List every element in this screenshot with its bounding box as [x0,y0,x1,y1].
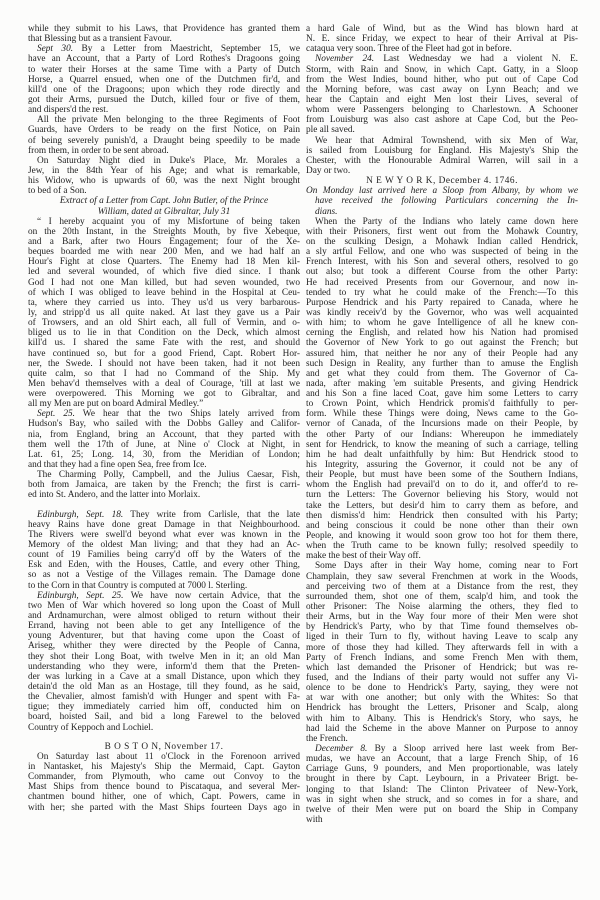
text-line: to bed of a Son. [28,186,87,197]
text-line: Chester, with the Honourable Admiral Warren, will sail in a [306,155,578,166]
text-line: Country of Keppoch and Lochiel. [28,722,154,733]
text-line: the Governor of New York to go out against the French; but [306,338,578,349]
dateline: Edinburgh, Sept. 18. [37,509,124,520]
article-paragraph [28,752,300,813]
article-paragraph [28,510,300,591]
text-line: “ I hereby acquaint you of my Misfortune of being taken [37,216,300,227]
text-line: on the 20th Instant, in the Streights Mouth, by five Xebeque, [28,226,300,237]
text-line: of which I was obliged to leave behind in the Hospital at Ceu- [28,287,300,298]
text-line: a hard Gale of Wind, but as the Wind has blown hard at [306,24,578,34]
text-line: Hendrick has brought the Letters, Prisoner and Scalp, along [306,703,578,714]
line-text: We hear that the two Ships lately arrived from [74,409,300,420]
text-line: their Arms, but in the Way four more of their Men were shot [306,612,578,623]
text-line: board, hoisted Sail, and bid a long Farewel to the beloved [28,712,300,723]
text-line: and a Bark, after two Hours Engagement; four of the Xe- [28,236,300,247]
text-line: him he had dealt unfaithfully by him: But Hendrick stood to [306,449,578,460]
text-line: their People, but must have been some of the Southern Indians, [306,470,578,481]
text-line: a sly artful Fellow, and one who was suspected of being in the [306,247,578,258]
text-line: and that they had a fine open Sea, free from Ice. [28,460,207,471]
text-line: young Adventurer, but that having come upon the Coast of [28,631,300,642]
text-line: was in sight when she struck, and so comes in for a share, and [306,794,578,805]
dateline: November 24. [315,54,375,65]
text-line: so as not a Vestige of the Villages remain. The Damage done [28,570,300,581]
text-line: nia, from England, bring an Account, that they parted with [28,429,300,440]
text-line: Storm, with Rain and Snow, in which Capt. Gatty, in a Sloop [306,64,578,75]
text-line: William, dated at Gibraltar, July 31 [97,206,231,217]
text-line: of Trowsers, and an old Shirt each, all full of Vermin, and o- [28,318,300,329]
article-paragraph [28,44,300,115]
text-line: and perceiving two of them at a Distance from the rest, they [306,581,578,592]
text-line: that Blessing but as a transient Favour. [28,34,172,45]
text-line: of being severely punish'd, a Draught being speedily to be made [28,135,300,146]
text-line: and dispers'd the rest. [28,105,109,116]
text-line: Errand, having not been able to get any Intelligence of the [28,621,300,632]
text-line: When the Party of the Indians who lately came down here [315,216,578,227]
text-line: the other Party of our Indians: Whereupon he immediately [306,429,578,440]
text-line: by Hendrick's Party, who by that Time found themselves ob- [306,622,578,633]
text-line: led and several wounded, of which five died since. I thank [28,267,300,278]
text-line: turn the Letters: The Governor believing his Story, would not [306,490,578,501]
text-line: On Monday last arrived here a Sloop from Albany, by whom we [306,186,578,197]
text-line: have received the following Particulars concerning the In- [315,196,578,207]
text-line: have continued so, but for a good Friend, Capt. Robert Hor- [28,348,300,359]
text-line: Memory of the oldest Man living; and that they had an Ac- [28,540,300,551]
article-heading [28,742,300,752]
text-line: Esk and Eden, with the Houses, Cattle, and every other Thing, [28,560,300,571]
text-line: dians. [315,206,338,217]
text-line: and get what they could from them. The Governor of Ca- [306,368,578,379]
text-line: sent for Hendrick, to know the meaning of such a carriage, telling [306,439,578,450]
text-line: to Crown Point, which Hendrick promis'd faithfully to per- [306,399,578,410]
text-line: take the Letters, but desir'd him to carry them as before, and [306,500,578,511]
article-paragraph [28,156,300,197]
text-line: the French. [306,733,348,744]
text-line: The Charming Polly, Campbell, and the Julius Caesar, Fish, [37,470,300,481]
text-line: kill'd one of the Dragoons; upon which they rode directly and [28,84,300,95]
article-paragraph [28,217,300,410]
text-line: Jew, in the 84th Year of his Age; and what is remarkable, [28,165,300,176]
text-line: N. E. since Friday, we expect to hear of their Arrival at Pis- [306,34,578,45]
dateline: Sept. 25. [37,409,75,420]
text-line: liged in their Turn to fly, without having Leave to scalp any [306,632,578,643]
text-line: God I had not one Man killed, but had seven wounded, two [28,277,300,288]
text-line: mudas, we have an Account, that a large French Ship, of 16 [306,754,578,765]
text-line: all my Men are put on board Admiral Medley.” [28,399,204,410]
text-line: On Saturday Night died in Duke's Place, Mr. Morales a [37,155,300,166]
text-line: from the West Indies, bound hither, who put out of Cape Cod [306,74,578,85]
text-line: The Rivers were swell'd beyond what ever was known in the [28,529,300,540]
text-line: Purpose Hendrick and his Party repaired to Canada, where he [306,297,578,308]
text-line: Hudson's Bay, who sailed with the Dobbs Galley and Califor- [28,419,300,430]
text-line: from Louisburg was also cast ashore at Cape Cod, but the Peo- [306,115,578,126]
line-text: We have now certain Advice, that the [123,590,300,601]
text-line: were overpowered. This Morning we got to Gibraltar, and [28,389,300,400]
text-line: bliged us to lie in that Condition on the Deck, which almost [28,328,300,339]
text-line: then dismiss'd him: Hendrick then consulted with his Party; [306,510,578,521]
article-paragraph [28,115,300,156]
text-line: Carriage Guns, 9 pounders, and Men proportionable, was lately [306,764,578,775]
text-line: twelve of their Men were put on board the Ship in Company [306,804,578,815]
text-line: with their Prisoners, first went out from the Mohawk Country, [306,226,578,237]
text-line: People, and knowing it would soon grow too hot for them there, [306,531,578,542]
article-paragraph [306,217,578,562]
text-line [28,409,300,419]
text-line: assured him, that neither he nor any of their People had any [306,348,578,359]
line-text: By a Letter from Maestricht, September 15, we [73,44,301,55]
text-line: kill'd us. I shared the same Fate with the rest, and should [28,338,300,349]
text-line: in Nantasket, his Majesty's Ship the Mermaid, Capt. Gayton [28,761,300,772]
text-line: with him; to whom he gave Intelligence of all he knew con- [306,318,578,329]
text-line: fused, and the Indians of their party would not suffer any Vi- [306,673,578,683]
text-line: Ariseg, whither they were directed by the People of Canna, [28,641,300,652]
text-line: tigue; they immediately carried him off, conducted him on [28,702,300,713]
line-text: Last Wednesday we had a violent N. E. [374,54,578,65]
text-line [306,54,578,64]
text-line: He had received Presents from our Governour, and now in- [306,277,578,288]
text-line: ed into St. Andero, and the latter into Morlaix. [28,490,201,501]
text-line: Horse, a Quarrel ensued, when one of the Dutchmen fir'd, and [28,74,300,85]
text-line: brought in there by Capt. Leybourn, in a Privateer Brigt. be- [306,774,578,785]
line-text: By a Sloop arrived here last week from Ber- [367,743,578,754]
text-line: got their Arms, pursued the Dutch, killed four or five of them, [28,94,300,105]
text-line: the Morning before, was cast away on Lynn Beach; and we [306,84,578,95]
text-line: chantmen bound hither, one of which, Capt. Powers, came in [28,792,300,803]
text-line: der was lurking in a Cave at a small Distance, upon which they [28,671,300,682]
text-line: N E W Y O R K, December 4. 1746. [366,176,518,187]
text-line: Party of French Indians, and some French Men with them, [306,652,578,663]
text-line: whom the English had prevail'd on to do it, and offer'd to re- [306,480,578,491]
text-line: his Widow, who is upwards of 60, was the next Night brought [28,176,300,187]
section-gap [28,733,300,742]
text-line: from them, in order to be sent abroad. [28,145,169,156]
article-heading [28,196,300,216]
text-line: at war with one another; but only with the Whites: So that [306,693,578,704]
text-line: heavy Rains have done great Damage in that Neighbourhood. [28,519,300,530]
dateline: Edinburgh, Sept. 25. [37,590,124,601]
text-line: with him to Albany. This is Hendrick's Story, who says, he [306,713,578,724]
text-line: Some Days after in their Way home, coming near to Fort [315,561,578,572]
text-line [28,510,300,520]
text-line: the Chevalier, almost famish'd with Hunger and spent with Fa- [28,692,300,703]
text-line: cataqua very soon. Three of the Fleet had got in before. [306,44,512,55]
text-line: two Men of War which hovered so long upon the Coast of Mull [28,600,300,611]
text-line: them well the 17th of June, at Nine o' Clock at Night, in [28,439,300,450]
dateline: Sept 30. [37,44,74,55]
text-line: such Design in Reality, any further than to amuse the English [306,358,578,369]
text-line: when the Truth came to be known fully; resolved speedily to [306,541,578,552]
article-paragraph [28,591,300,733]
article-heading [306,176,578,186]
text-line: olence to be done to Hendrick's Party, saying, they were not [306,683,578,694]
text-line: Hour's Fight at close Quarters. The Enemy had 18 Men kil- [28,257,300,268]
text-line: count of 19 Families being carry'd off by the Waters of the [28,550,300,561]
text-line: both from Jamaica, are taken by the French; the first is carri- [28,480,300,491]
article-paragraph [28,24,300,44]
text-line: with her; she parted with the Mast Ships fourteen Days ago in [28,802,300,813]
text-line: they shot their Long Boat, with twelve Men in it; an old Man [28,651,300,662]
article-paragraph [306,744,578,815]
text-line: ta, where they carried us into. They us'd us very barbarous- [28,297,300,308]
text-line: Extract of a Letter from Capt. John Butler, of the Prince [59,196,269,207]
text-line: hear the Captain and eight Men lost their Lives, several of [306,94,578,105]
text-line: was kindly receiv'd by the Governor, who was well acquainted [306,307,578,318]
text-line [306,744,578,754]
text-line: had laid the Scheme in the above Manner on Purpose to annoy [306,723,578,734]
text-line: We hear that Admiral Townshend, with six Men of War, [315,135,578,146]
article-paragraph [306,136,578,177]
text-line: All the private Men belonging to the three Regiments of Foot [37,115,300,126]
text-line [28,44,300,54]
text-line: surrounded them, shot one of them, scalp'd him, and took the [306,591,578,602]
text-line: out also; but took a different Course from the other Party: [306,267,578,278]
text-line: beques boarded me with near 200 Men, and we had half an [28,247,300,258]
article-paragraph [306,54,578,135]
text-line: understanding who they were, inform'd them that the Preten- [28,661,300,672]
text-line: detain'd the old Man as an Hostage, till they found, as he said, [28,682,300,692]
text-line: ple all saved. [306,125,355,136]
article-paragraph [306,24,578,54]
text-line: nada, after making 'em suitable Presents, and giving Hendrick [306,378,578,389]
text-line: Mast Ships from thence bound to Piscataqua, and several Mer- [28,782,300,793]
text-line: on the sculking Design, a Mohawk Indian called Hendrick, [306,236,578,247]
article-paragraph [28,470,300,500]
text-line: his Integrity, assuring the Governor, it could not be any of [306,460,578,471]
text-line: Champlain, they saw several Frenchmen at work in the Woods, [306,571,578,582]
section-gap [28,501,300,510]
text-line: ly, and stripp'd us all quite naked. At last they gave us a Pair [28,307,300,318]
article-paragraph [306,186,578,216]
left-column [28,24,300,813]
text-line: B O S T O N, November 17. [104,741,224,752]
text-line: cerning the English, and related how his Nation had promised [306,328,578,339]
text-line: longing to that Island: The Clinton Privateer of New-York, [306,784,578,795]
article-paragraph [28,409,300,470]
line-text: They write from Carlisle, that the late [123,509,300,520]
text-line: Men behav'd themselves with a deal of Courage, 'till at last we [28,378,300,389]
text-line: other Prisoner: The Noise alarming the others, they fled to [306,602,578,613]
text-line: make the best of their Way off. [306,551,421,562]
text-line: and being conscious it could be none other than their own [306,520,578,531]
text-line: to the Corn in that Country is computed at 7000 l. Sterling. [28,580,248,591]
text-line: Commander, from Plymouth, who came out Convoy to the [28,772,300,783]
text-line: vernor of Canada, of the Incursions made on their People, by [306,419,578,430]
text-line: Lat. 61, 25; Long. 14, 30, from the Meridian of London; [28,449,300,460]
text-line: more of those they had killed. They afterwards fell in with a [306,642,578,653]
article-paragraph [306,561,578,744]
text-line: Day or two. [306,165,351,176]
text-line: whom were Passengers belonging to Charlestown. A Schooner [306,105,578,116]
text-line: form. While these Things were doing, News came to the Go- [306,409,578,420]
text-line: Guards, have Orders to be ready on the first Notice, on Pain [28,125,300,136]
text-line: which last demanded the Prisoner of Hendrick; but was re- [306,662,578,673]
right-column [306,24,578,825]
text-line: and his Son a fine laced Coat, gave him some Letters to carry [306,389,578,400]
text-line: to water their Horses at the same Time with a Party of Dutch [28,64,300,75]
dateline: December 8. [315,743,368,754]
text-line: while they submit to his Laws, that Providence has granted them [28,24,300,34]
text-line: tended to try what he could make of the French:—To this [306,287,578,298]
text-line: quite calm, so that I had no Command of the Ship. My [28,368,300,379]
text-line: On Saturday last about 11 o'Clock in the Forenoon arrived [37,751,300,762]
catchword: with [306,814,323,825]
text-line: have an Account, that a Party of Lord Rothes's Dragoons going [28,54,300,65]
text-line: ner, the Swede. I should not have been taken, had it not been [28,358,300,369]
text-line: and Ardnamurchan, were almost obliged to return without their [28,611,300,622]
text-line: is sailed from Louisburg for England. His Majesty's Ship the [306,145,578,156]
text-line: French Interest, with his Son and several others, resolved to go [306,257,578,268]
text-line [28,591,300,601]
